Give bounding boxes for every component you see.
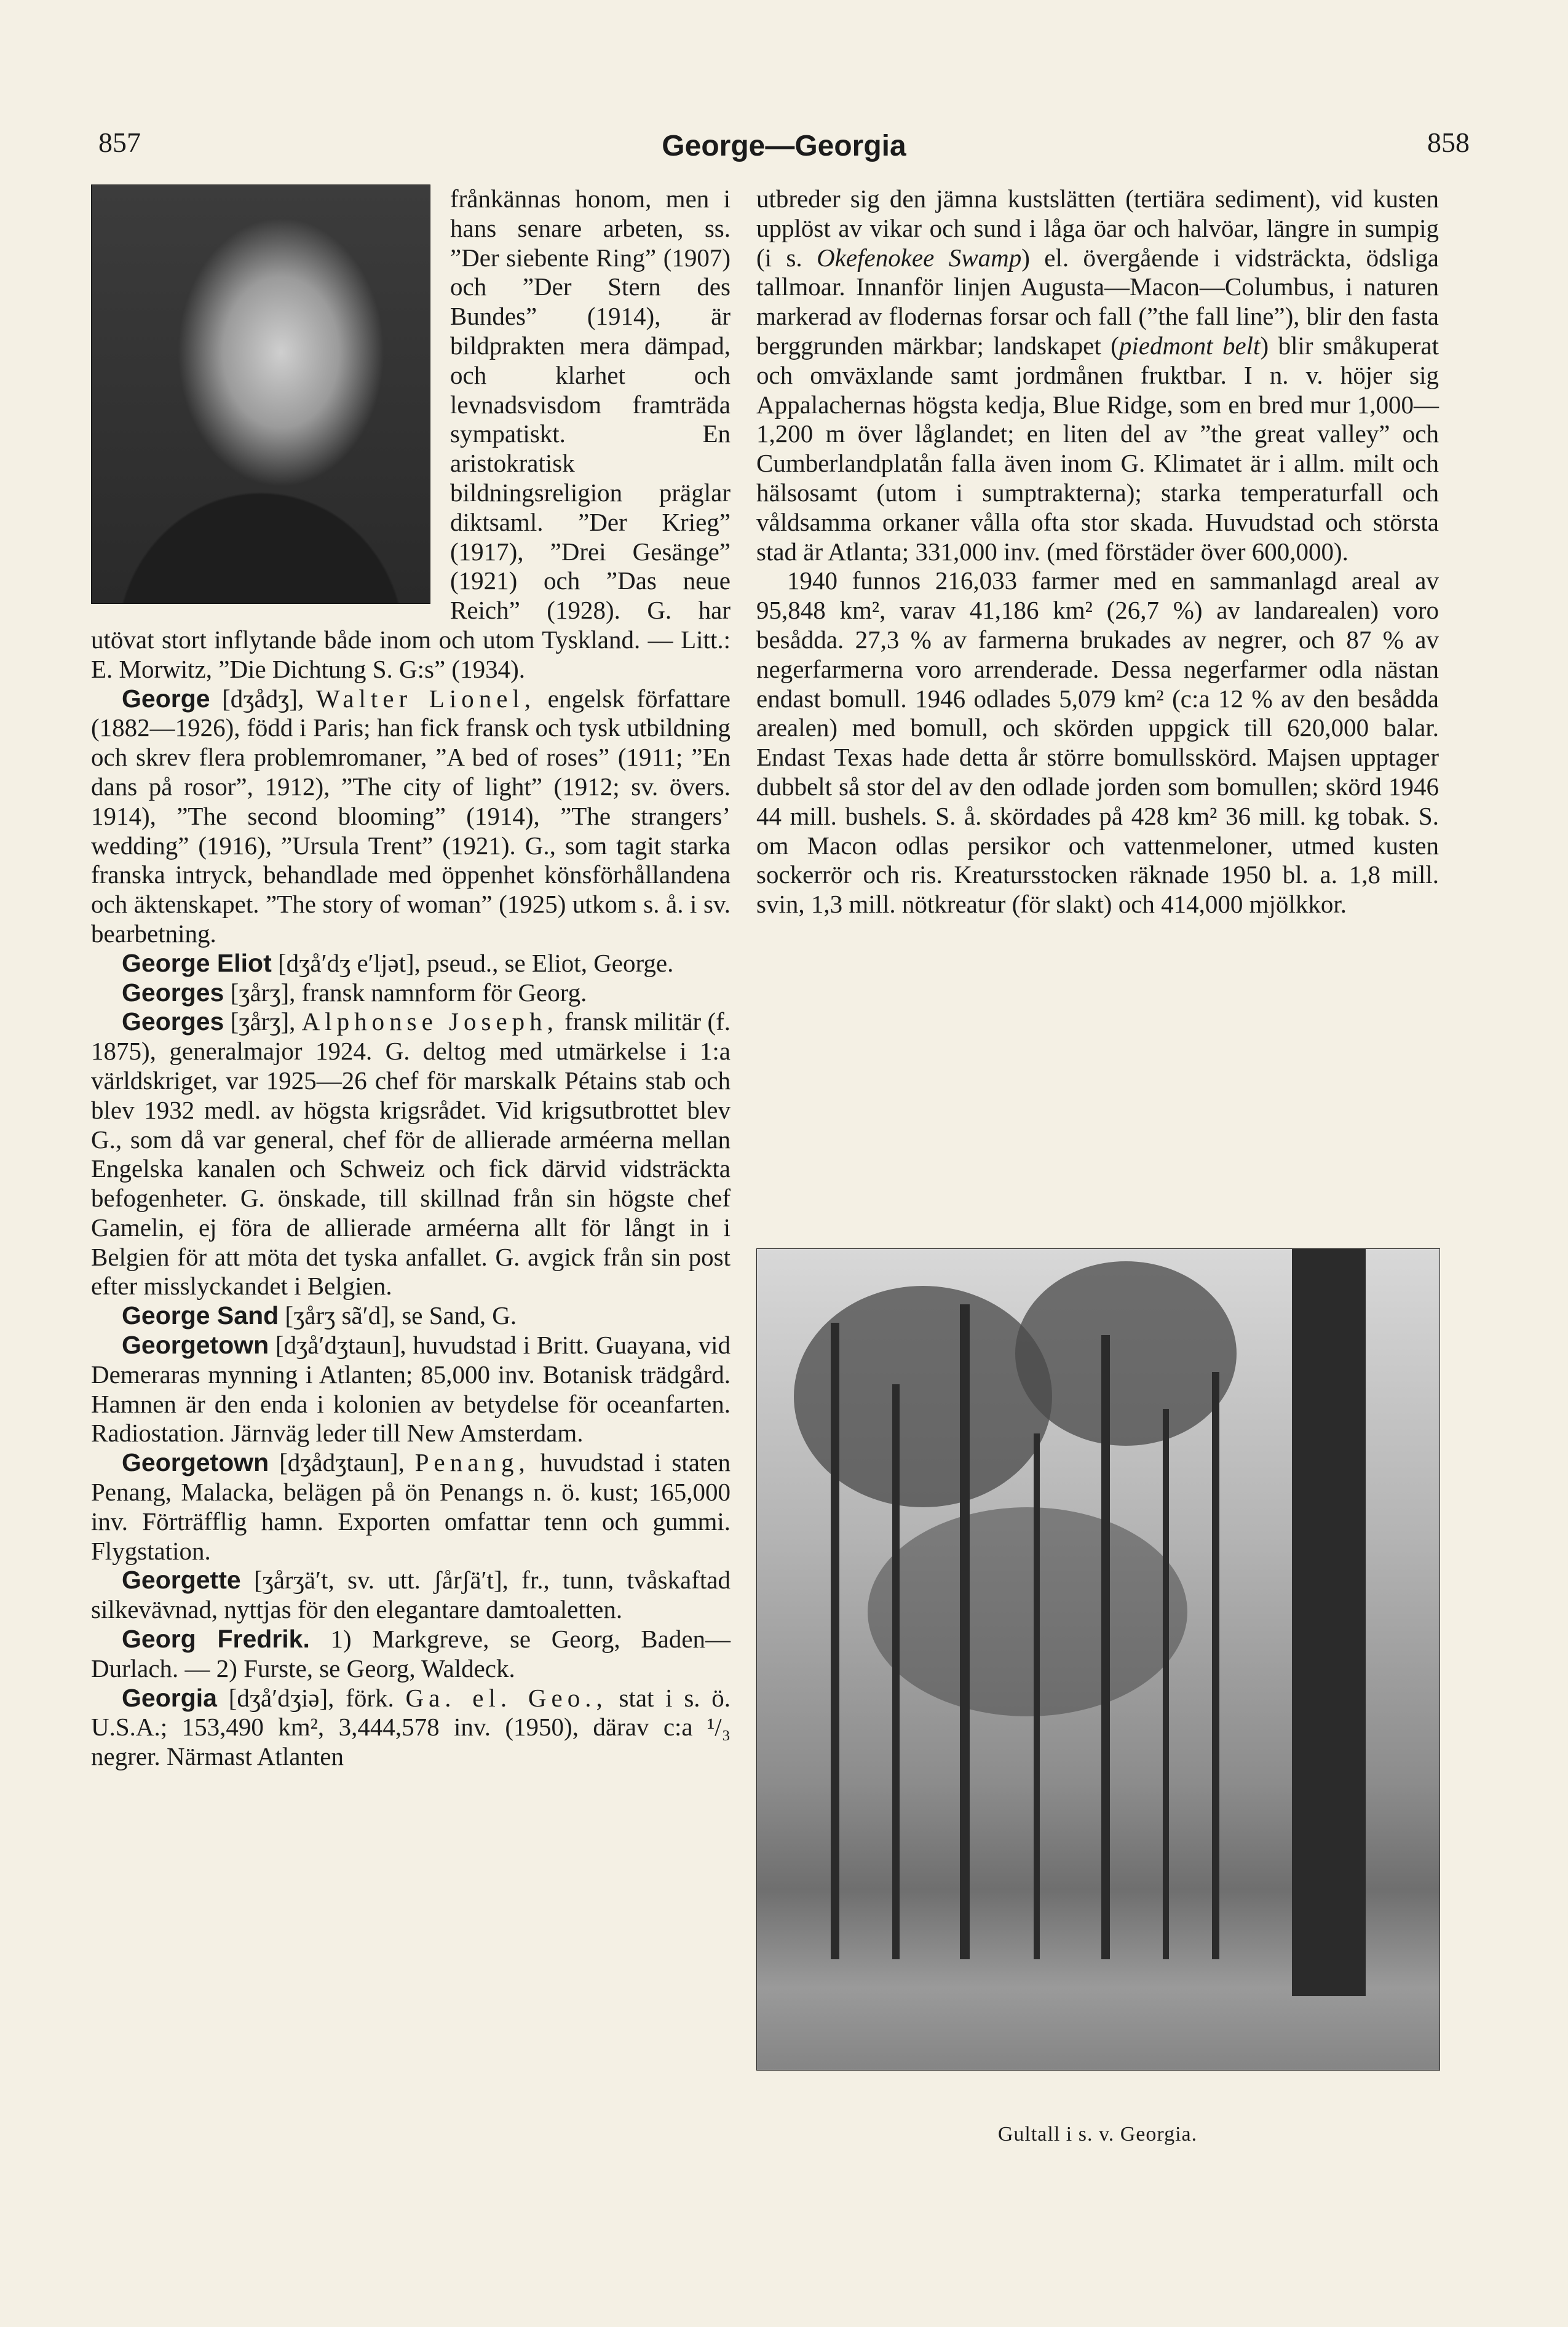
entry-headword: Georg Fredrik.: [122, 1625, 310, 1654]
paragraph-stefan-george-continued: frånkännas honom, men i hans senare arbeten, ss. ”Der siebente Ring” (1907) och ”Der Stern des Bundes” (1914), är bildprakten mera dämpad, och klarhet och levnadsvisdom framträda sympatiskt. En aristokratisk bildningsreligion präglar diktsaml. ”Der Krieg” (1917), ”Drei Gesänge” (1921) och ”Das neue Reich” (1928). G. har utövat stort inflytande både inom och utom Tyskland. — Litt.: E. Morwitz, ”Die Dichtung S. G:s” (1934).: [91, 184, 731, 683]
running-title: George—Georgia: [662, 130, 906, 162]
page-number-left: 857: [98, 127, 141, 158]
entry-georgetown-guayana: Georgetown [dʒå′dʒtaun], huvudstad i Britt. Guayana, vid Demeraras mynning i Atlanten; 85,000 inv. Botanisk trädgård. Hamnen är den enda i kolonien av betydelse för oceanfarten. Radiostation. Järnväg leder till New Amsterdam.: [91, 1331, 731, 1448]
entry-georgetown-penang: Georgetown [dʒådʒtaun], Penang, huvudstad i staten Penang, Malacka, belägen på ön Penangs n. ö. kust; 165,000 inv. Förträfflig hamn. Exporten omfattar tenn och gummi. Flygstation.: [91, 1448, 731, 1565]
entry-headword: Georgetown: [122, 1448, 269, 1477]
entry-george-sand: George Sand [ʒårʒ sã′d], se Sand, G.: [122, 1301, 517, 1330]
left-column: [91, 184, 731, 1772]
right-column: [756, 184, 1439, 919]
entry-headword: George Sand: [122, 1301, 279, 1330]
page-number-right: 858: [1427, 127, 1470, 158]
entry-headword: Georgetown: [122, 1331, 269, 1360]
entry-georges-alphonse: Georges [ʒårʒ], Alphonse Joseph, fransk militär (f. 1875), generalmajor 1924. G. deltog med utmärkelse i 1:a världskriget, var 1925—26 chef för marskalk Pétains stab och blev 1932 medl. av högsta krigsrådet. Vid krigsutbrottet blev G., som då var general, chef för de allierade arméerna mellan Engelska kanalen och Schweiz och fick därvid vidsträckta befogenheter. G. önskade, till skillnad från sin högste chef Gamelin, ej föra de allierade arméerna allt för långt in i Belgien för att möta det tyska anfallet. G. avgick från sin post efter misslyckandet i Belgien.: [91, 1007, 731, 1301]
entry-headword: Georges: [122, 1007, 224, 1036]
entry-headword: Georgia: [122, 1683, 217, 1712]
entry-headword: Georgette: [122, 1566, 241, 1595]
entry-georgette: Georgette [ʒårʒä′t, sv. utt. ʃårʃä′t], fr., tunn, tvåskaftad silkevävnad, nyttjas för den elegantare damtoaletten.: [91, 1566, 731, 1624]
entry-george-eliot: George Eliot [dʒå′dʒ e′ljət], pseud., se Eliot, George.: [122, 948, 674, 977]
paragraph-georgia-agriculture: 1940 funnos 216,033 farmer med en sammanlagd areal av 95,848 km², varav 41,186 km² (26,7 %) av landarealen) voro besådda. 27,3 % av farmerna brukades av negrer, och 87 % av negerfarmerna voro arrenderade. Dessa negerfarmer odla nästan endast bomull. 1946 odlades 5,079 km² (c:a 12 % av den besådda arealen) med bomull, och skörden uppgick till 620,000 balar. Endast Texas hade detta år större bomullsskörd. Majsen upptager dubbelt så stor del av den odlade jorden som bomullen; skörd 1946 44 mill. bushels. S. å. skördades på 428 km² 36 mill. kg tobak. S. om Macon odlas persikor och vattenmeloner, utmed kusten sockerrör och ris. Kreatursstocken räknade 1950 bl. a. 1,8 mill. svin, 1,3 mill. nötkreatur (för slakt) och 414,000 mjölkkor.: [756, 566, 1439, 919]
entry-georges: Georges [ʒårʒ], fransk namnform för Georg.: [122, 978, 587, 1007]
paragraph-georgia-geography: utbreder sig den jämna kustslätten (tertiära sediment), vid kusten upplöst av vikar och sund i låga öar och halvöar, längre in sumpig (i s. Okefenokee Swamp) el. övergående i vidsträckta, ödsliga tallmoar. Innanför linjen Augusta—Macon—Columbus, i naturen markerad av flodernas forsar och fall (”the fall line”), blir den fasta berggrunden märkbar; landskapet (piedmont belt) blir småkuperat och omväxlande samt jordmånen fruktbar. I n. v. höjer sig Appalachernas högsta kedja, Blue Ridge, som en bred mur 1,000—1,200 m över låglandet; en liten del av ”the great valley” och Cumberlandplatån falla även inom G. Klimatet är i allm. milt och hälsosamt (utom i sumptrakterna); starka temperaturfall och våldsamma orkaner vålla ofta stor skada. Huvudstad och största stad är Atlanta; 331,000 inv. (med förstäder över 600,000).: [756, 184, 1439, 566]
entry-headword: George Eliot: [122, 948, 272, 977]
forest-photo: [756, 1248, 1440, 2071]
entry-headword: George: [122, 684, 210, 713]
entry-headword: Georges: [122, 978, 224, 1007]
entry-walter-lionel-george: George [dʒådʒ], Walter Lionel, engelsk författare (1882—1926), född i Paris; han fick fransk och tysk utbildning och skrev flera problemromaner, ”A bed of roses” (1911; ”En dans på rosor”, 1912), ”The city of light” (1912; sv. övers. 1914), ”The second blooming” (1914), ”The strangers’ wedding” (1916), ”Ursula Trent” (1921). G., som tagit starka franska intryck, behandlade med öppenhet könsförhållandena och äktenskapet. ”The story of woman” (1925) utkom s. å. i sv. bearbetning.: [91, 684, 731, 948]
entry-georg-fredrik: Georg Fredrik. 1) Markgreve, se Georg, Baden—Durlach. — 2) Furste, se Georg, Waldeck.: [91, 1625, 731, 1683]
portrait-photo: [91, 184, 430, 604]
entry-georgia: Georgia [dʒå′dʒiə], förk. Ga. el. Geo., stat i s. ö. U.S.A.; 153,490 km², 3,444,578 inv. (1950), därav c:a ¹/₃ negrer. Närmast Atlanten: [91, 1683, 731, 1771]
photo-caption: Gultall i s. v. Georgia.: [997, 2123, 1198, 2146]
